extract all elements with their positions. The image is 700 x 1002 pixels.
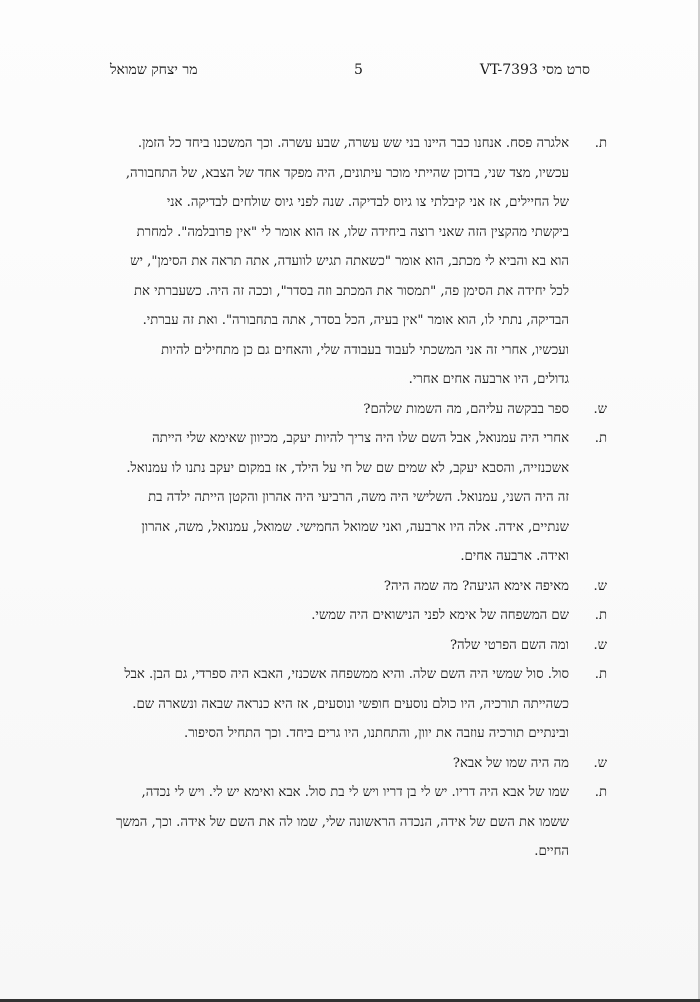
speech-text xyxy=(47,631,569,661)
text-line: ספר בבקשה עליהם, מה השמות שלהם? xyxy=(363,401,569,417)
speech-text xyxy=(47,749,569,779)
text-line: לכל יחידה את הסימן פה, "תמסור את המכתב וזה בסדר", וככה זה היה. כשעברתי את xyxy=(133,283,569,299)
text-line: הוא בא והביא לי מכתב, הוא אומר "כשאתה תגיש לוועדה, אתה תראה את הסימן", יש xyxy=(130,254,569,269)
speaker-label: ת. xyxy=(594,667,607,682)
speaker-label: ת. xyxy=(594,785,607,800)
text-line: ועכשיו, אחרי זה אני המשכתי לעבוד בעבודה שלי, והאחים גם כן מתחילים להיות xyxy=(161,342,569,358)
transcript-entry xyxy=(47,601,607,631)
text-line: הבדיקה, נתתי לו, הוא אומר "אין בעיה, הכל בסדר, אתה בתחבורה". ואת זה עברתי. xyxy=(142,313,569,328)
transcript-entry xyxy=(47,749,607,779)
text-line: עכשיו, מצד שני, בדוכן שהייתי מוכר עיתונים, היה מפקד אחד של הצבא, של התחבורה, xyxy=(125,165,569,181)
text-line: סול. סול שמשי היה השם שלה. והיא ממשפחה אשכנזי, האבא היה ספרדי, גם הבן. אבל xyxy=(124,667,569,682)
transcript-entry xyxy=(47,395,607,425)
text-line: שם המשפחה של אימא לפני הנישואים היה שמשי. xyxy=(311,608,569,623)
text-line: ששמו את השם של אידה, הנכדה הראשונה שלי, שמו לה את השם של אידה. וכך, המשך xyxy=(116,814,569,830)
speaker-label: ת. xyxy=(594,136,607,151)
transcript-entry xyxy=(47,572,607,602)
transcript-entry xyxy=(47,660,607,749)
speech-text xyxy=(47,601,569,631)
transcript-entry xyxy=(47,778,607,867)
speaker-label: ש. xyxy=(593,637,607,653)
text-line: שמו של אבא היה דריו. יש לי בן דריו ויש לי בת סול. אבא ואימא יש לי. ויש לי נכדה, xyxy=(141,785,569,800)
page-header xyxy=(100,62,590,84)
text-line: שנתיים, אידה. אלה היו ארבעה, ואני שמואל החמישי. שמואל, עמנואל, משה, אהרון xyxy=(141,519,569,535)
header-film-title: סרט מסי VT-7393 xyxy=(479,62,590,78)
text-line: החיים. xyxy=(534,844,569,859)
text-line: אלגרה פסח. אנחנו כבר היינו בני שש עשרה, שבע עשרה. וכך המשכנו ביחד כל הזמן. xyxy=(137,136,569,151)
transcript-entry xyxy=(47,631,607,661)
text-line: של החיילים, אז אני קיבלתי צו גיוס לבדיקה. שנה לפני גיוס שולחים לבדיקה. אני xyxy=(166,195,569,210)
page-number: 5 xyxy=(354,62,363,78)
speech-text xyxy=(47,424,569,572)
text-line: אשכנזייה, והסבא יעקב, לא שמים שם של חי על הילד, אז במקום יעקב נתנו לו עמנואל. xyxy=(126,460,569,476)
speech-text xyxy=(47,778,569,867)
speaker-label: ת. xyxy=(594,608,607,623)
header-interviewee-name: מר יצחק שמואל xyxy=(110,62,198,78)
speaker-label: ש. xyxy=(593,578,607,594)
text-line: זה היה השני, עמנואל. השלישי היה משה, הרביעי היה אהרון והקטן הייתה ילדה בת xyxy=(148,490,569,505)
speech-text xyxy=(47,129,569,395)
speech-text xyxy=(47,572,569,602)
speaker-label: ש. xyxy=(593,401,607,417)
text-line: אחרי היה עמנואל, אבל השם שלו היה צריך להיות יעקב, מכיוון שאימא שלי הייתה xyxy=(152,431,569,446)
interview-transcript xyxy=(47,129,607,867)
text-line: ואידה. ארבעה אחים. xyxy=(460,549,569,564)
speaker-label: ת. xyxy=(594,431,607,446)
speaker-label: ש. xyxy=(593,755,607,771)
text-line: מה היה שמו של אבא? xyxy=(452,755,569,771)
speech-text xyxy=(47,660,569,749)
transcript-entry xyxy=(47,129,607,395)
text-line: ומה השם הפרטי שלה? xyxy=(449,637,569,653)
text-line: ביקשתי מהקצין הזה שאני רוצה ביחידה שלו, אז הוא אומר לי "אין פרובלמה". למחרת xyxy=(136,224,569,240)
text-line: מאיפה אימא הגיעה? מה שמה היה? xyxy=(383,578,569,594)
text-line: ובינתיים תורכיה עוזבה את יוון, והתחתנו, היו גרים ביחד. וכך התחיל הסיפור. xyxy=(184,726,569,741)
transcript-entry xyxy=(47,424,607,572)
speech-text xyxy=(47,395,569,425)
text-line: גדולים, היו ארבעה אחים אחרי. xyxy=(408,372,569,387)
text-line: כשהייתה תורכיה, היו כולם נוסעים חופשי ונוסעים, אז היא כנראה שבאה ונשארה שם. xyxy=(132,696,569,712)
